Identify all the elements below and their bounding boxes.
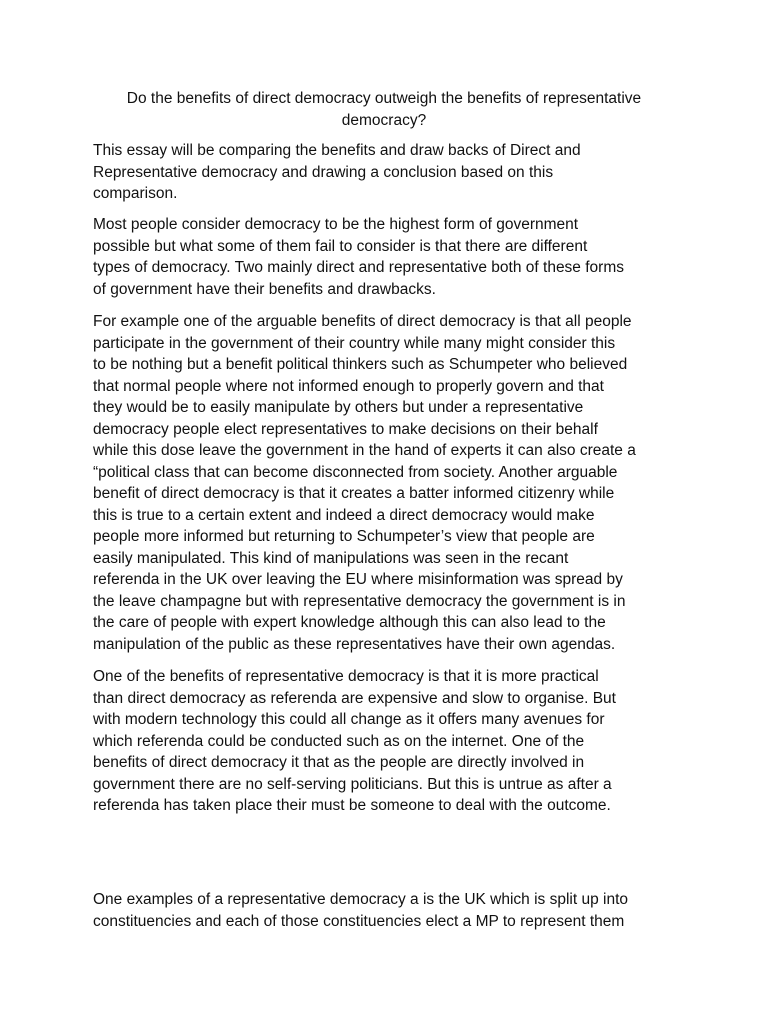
text-line: comparison. [93,185,178,202]
text-line: people more informed but returning to Schumpeter’s view that people are [93,528,595,545]
essay-title [86,88,682,132]
paragraph-arguable-benefits [93,311,693,655]
text-line: with modern technology this could all change as it offers many avenues for [93,711,605,728]
text-line: referenda has taken place their must be someone to deal with the outcome. [93,797,611,814]
text-line: easily manipulated. This kind of manipulations was seen in the recant [93,549,569,567]
text-line: they would be to easily manipulate by others but under a representative [93,399,584,416]
paragraph-introduction [93,140,693,205]
text-line: constituencies and each of those constituencies elect a MP to represent them [93,912,625,930]
text-line: Most people consider democracy to be the highest form of government [93,216,579,233]
paragraph-uk-example [93,889,693,932]
text-line: Representative democracy and drawing a conclusion based on this [93,163,554,181]
text-line: the care of people with expert knowledge although this can also lead to the [93,614,606,631]
text-line: One of the benefits of representative democracy is that it is more practical [93,668,599,685]
text-line: that normal people where not informed enough to properly govern and that [93,377,604,395]
text-line: referenda in the UK over leaving the EU where misinformation was spread by [93,571,623,588]
paragraph-representative-benefits [93,666,693,817]
text-line: of government have their benefits and drawbacks. [93,280,436,298]
text-line: benefit of direct democracy is that it creates a batter informed citizenry while [93,485,615,502]
text-line: benefits of direct democracy it that as the people are directly involved in [93,754,585,771]
paragraph-types-of-democracy [93,214,693,300]
text-line: than direct democracy as referenda are expensive and slow to organise. But [93,689,616,707]
text-line: manipulation of the public as these representatives have their own agendas. [93,635,616,653]
text-line: to be nothing but a benefit political thinkers such as Schumpeter who believed [93,356,628,373]
text-line: the leave champagne but with representative democracy the government is in [93,592,626,610]
text-line: which referenda could be conducted such as on the internet. One of the [93,732,585,750]
title-line: Do the benefits of direct democracy outweigh the benefits of representative [126,90,642,107]
title-line: democracy? [341,112,427,129]
text-line: possible but what some of them fail to consider is that there are different [93,237,588,255]
text-line: This essay will be comparing the benefits and draw backs of Direct and [93,142,581,159]
text-line: For example one of the arguable benefits of direct democracy is that all people [93,313,632,330]
text-line: types of democracy. Two mainly direct and representative both of these forms [93,259,624,276]
text-line: “political class that can become disconnected from society. Another arguable [93,463,618,481]
text-line: One examples of a representative democracy a is the UK which is split up into [93,891,629,908]
text-line: this is true to a certain extent and indeed a direct democracy would make [93,506,595,524]
text-line: government there are no self-serving politicians. But this is untrue as after a [93,775,612,793]
text-line: while this dose leave the government in the hand of experts it can also create a [93,442,636,459]
text-line: democracy people elect representatives to make decisions on their behalf [93,420,598,438]
text-line: participate in the government of their country while many might consider this [93,334,616,352]
